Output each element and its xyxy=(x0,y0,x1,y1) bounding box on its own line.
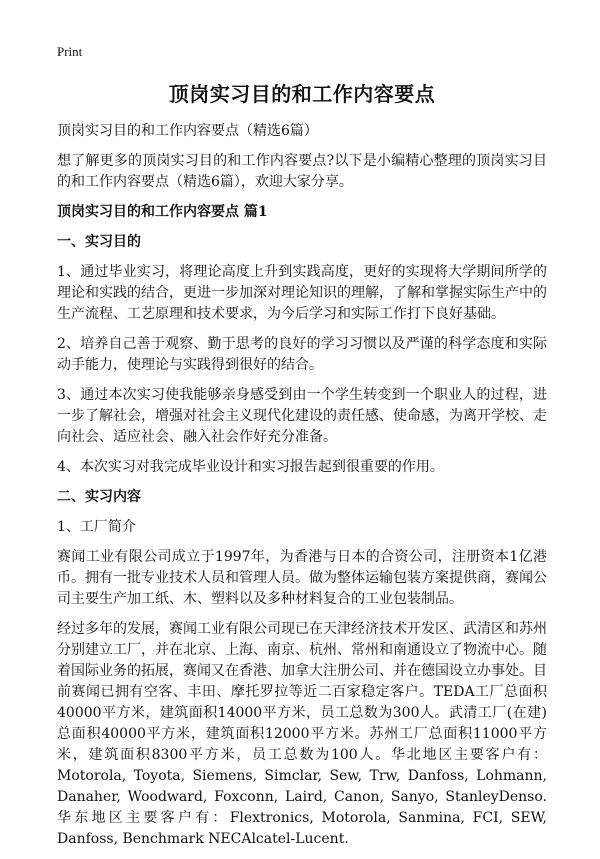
part1-heading: 一、实习目的 xyxy=(57,234,141,250)
list-item: 2、培养自己善于观察、勤于思考的良好的学习习惯以及严谨的科学态度和实际动手能力，使理论与实践得到很好的结合。 xyxy=(57,336,547,373)
list-item: 1、通过毕业实习，将理论高度上升到实践高度，更好的实现将大学期间所学的理论和实践的结合，更进一步加深对理论知识的理解，了解和掌握实际生产中的生产流程、工艺原理和技术要求，为今后学习和实际工作打下良好基础。 xyxy=(57,264,547,322)
part2-subheading: 1、工厂简介 xyxy=(57,519,136,535)
list-item: 4、本次实习对我完成毕业设计和实习报告起到很重要的作用。 xyxy=(57,459,444,475)
document xyxy=(57,44,547,859)
page-title: 顶岗实习目的和工作内容要点 xyxy=(168,82,436,106)
intro-paragraph: 想了解更多的顶岗实习目的和工作内容要点?以下是小编精心整理的顶岗实习目的和工作内容要点（精选6篇），欢迎大家分享。 xyxy=(57,153,547,190)
subtitle: 顶岗实习目的和工作内容要点（精选6篇） xyxy=(57,123,318,139)
part2-heading: 二、实习内容 xyxy=(57,489,141,505)
body-paragraph: 经过多年的发展，赛闻工业有限公司现已在天津经济技术开发区、武清区和苏州分别建立工厂，并在北京、上海、南京、杭州、常州和南通设立了物流中心。随着国际业务的拓展，赛闻又在香港、加拿大注册公司、并在德国设立办事处。目前赛闻已拥有空客、丰田、摩托罗拉等近二百家稳定客户。TEDA工厂总面积40000平方米，建筑面积14000平方米，员工总数为300人。武清工厂(在建)总面积40000平方米，建筑面积12000平方米。苏州工厂总面积11000平方米，建筑面积8300平方米，员工总数为100人。华北地区主要客户有：Motorola, Toyota, Siemens, Simclar, Sew, Trw, Danfoss, Lohmann, Danaher, Woodward, Foxconn, Laird, Canon, Sanyo, StanleyDenso. 华东地区主要客户有：Flextronics, Motorola, Sanmina, FCI, SEW, Danfoss, Benchmark NECAlcatel-Lucent. xyxy=(57,621,547,847)
body-paragraph: 赛闻工业有限公司成立于1997年，为香港与日本的合资公司，注册资本1亿港币。拥有一批专业技术人员和管理人员。做为整体运输包装方案提供商，赛闻公司主要生产加工纸、木、塑料以及多种材料复合的工业包装制品。 xyxy=(57,549,547,607)
section-heading: 顶岗实习目的和工作内容要点 篇1 xyxy=(57,204,268,220)
list-item: 3、通过本次实习使我能够亲身感受到由一个学生转变到一个职业人的过程，进一步了解社会，增强对社会主义现代化建设的责任感、使命感，为离开学校、走向社会、适应社会、融入社会作好充分准备。 xyxy=(57,387,547,445)
print-link[interactable]: Print xyxy=(57,44,83,59)
